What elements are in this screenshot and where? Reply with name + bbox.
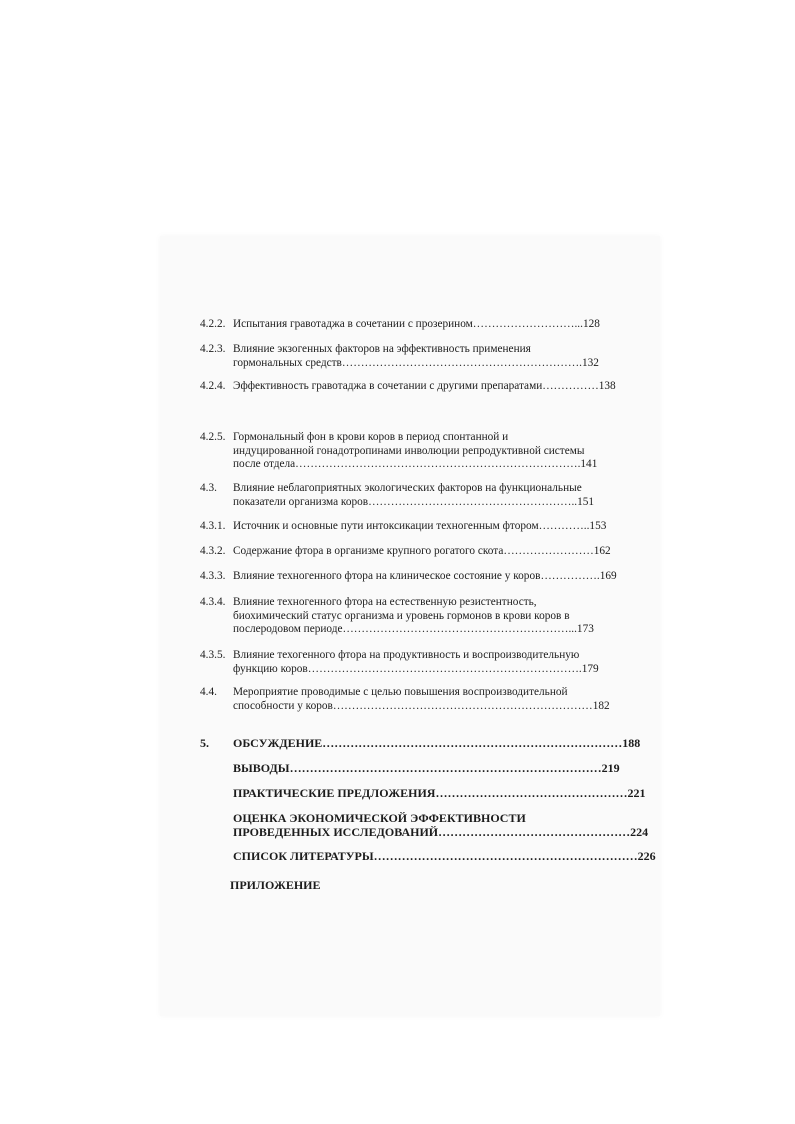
toc-entry-text: Источник и основные пути интоксикации техногенным фтором…………..153 xyxy=(233,520,607,532)
toc-entry-text: после отдела………………………………………………………………….141 xyxy=(233,458,598,470)
toc-entry-text: Влияние неблагоприятных экологических факторов на функциональные xyxy=(233,482,582,494)
toc-entry-text: Влияние техногенного фтора на естественную резистентность, xyxy=(233,596,537,608)
toc-entry-text: ВЫВОДЫ……………………………………………………………………219 xyxy=(233,761,620,775)
toc-entry-number: 4.2.5. xyxy=(200,431,226,443)
toc-entry-text: Гормональный фон в крови коров в период спонтанной и xyxy=(233,431,509,443)
toc-entry-text: Влияние техогенного фтора на продуктивность и воспроизводительную xyxy=(233,649,580,661)
toc-entry-text: СПИСОК ЛИТЕРАТУРЫ…………………………………………………………226 xyxy=(233,849,656,863)
toc-entry-text: Влияние техногенного фтора на клиническое состояние у коров…………….169 xyxy=(233,570,617,582)
toc-entry-text: индуцированной гонадотропинами инволюции репродуктивной системы xyxy=(233,444,585,457)
toc-entry-text: показатели организма коров………………………………………………..151 xyxy=(233,495,595,508)
toc-entry-text: Испытания гравотаджа в сочетании с прозерином………………………...128 xyxy=(233,318,600,330)
toc-entry-number: 4.4. xyxy=(200,686,217,698)
toc-entry-number: 4.2.3. xyxy=(200,343,226,355)
toc-entry-text: биохимический статус организма и уровень гормонов в крови коров в xyxy=(233,609,570,622)
toc-entry-number: 4.3.1. xyxy=(200,520,226,532)
toc-entry-text: ОБСУЖДЕНИЕ…………………………………………………………………188 xyxy=(233,736,641,750)
toc-entry-text: Влияние экзогенных факторов на эффективность применения xyxy=(233,343,531,355)
toc-entry-number: 4.3.5. xyxy=(200,649,226,661)
toc-entry-text: послеродовом периоде……………………………………………………...173 xyxy=(233,623,594,635)
toc-entry-number: 4.2.4. xyxy=(200,380,226,392)
toc-entry-text: ПРИЛОЖЕНИЕ xyxy=(230,878,321,892)
toc-entry-text: функцию коров……………………………………………………………….179 xyxy=(233,662,599,675)
toc-entry-number: 4.3. xyxy=(200,482,217,494)
toc-entry-number: 4.3.4. xyxy=(200,596,226,608)
toc-entry-number: 4.2.2. xyxy=(200,318,226,330)
toc-entry-number: 5. xyxy=(200,736,209,750)
toc-entry-number: 4.3.3. xyxy=(200,570,226,582)
toc-entry-text: ОЦЕНКА ЭКОНОМИЧЕСКОЙ ЭФФЕКТИВНОСТИ xyxy=(233,811,526,825)
toc-entry-text: способности у коров……………………………………………………………182 xyxy=(233,699,610,712)
toc-entry-text: Эффективность гравотаджа в сочетании с другими препаратами……………138 xyxy=(233,380,616,392)
toc-entry-text: Мероприятие проводимые с целью повышения воспроизводительной xyxy=(233,686,568,698)
toc-entry-number: 4.3.2. xyxy=(200,545,226,557)
toc-entry-text: Содержание фтора в организме крупного рогатого скота……………………162 xyxy=(233,545,611,557)
toc-entry-text: ПРАКТИЧЕСКИЕ ПРЕДЛОЖЕНИЯ…………………………………………221 xyxy=(233,786,646,800)
toc-entry-text: ПРОВЕДЕННЫХ ИССЛЕДОВАНИЙ…………………………………………224 xyxy=(233,824,649,839)
toc-entry-text: гормональных средств……………………………………………………….132 xyxy=(233,356,599,369)
